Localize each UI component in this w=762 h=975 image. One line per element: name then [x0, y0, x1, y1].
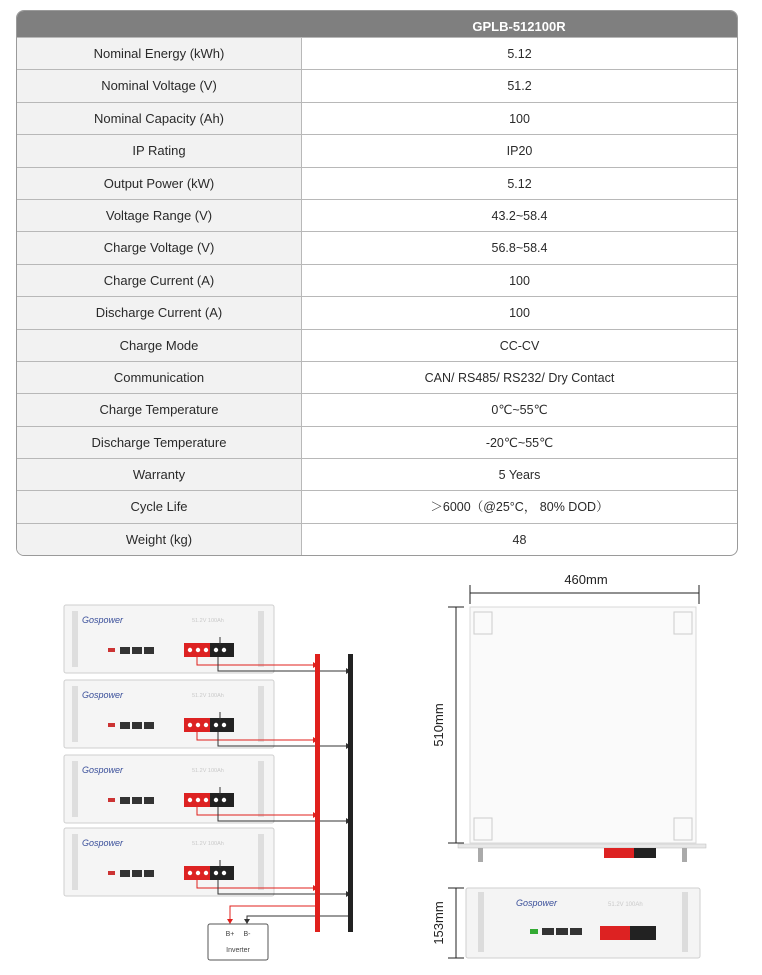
terminal-bolt [196, 648, 200, 652]
table-row [17, 361, 737, 393]
inverter-box [208, 924, 268, 960]
module-handle-right [258, 761, 264, 817]
module-handle-left [72, 834, 78, 890]
width-label: 460mm [564, 572, 608, 587]
terminal-bolt [214, 723, 218, 727]
positive-bus-bar [315, 654, 320, 932]
inverter-label: Inverter [226, 947, 250, 954]
module-label: 51.2V 100Ah [192, 768, 224, 774]
front-terminal-red [600, 926, 630, 940]
module-top-view [470, 607, 696, 843]
terminal-bolt [196, 723, 200, 727]
spec-value: CAN/ RS485/ RS232/ Dry Contact [424, 370, 615, 385]
table-row [17, 329, 737, 361]
battery-module [64, 755, 274, 823]
header-blank-cell [17, 11, 301, 37]
module-handle-left [72, 611, 78, 667]
terminal-bolt [188, 648, 192, 652]
spec-value: IP20 [506, 144, 533, 159]
spec-label: Charge Voltage (V) [17, 232, 302, 263]
spec-value: 5 Years [498, 468, 541, 483]
table-row [17, 199, 737, 231]
module-handle-left [72, 761, 78, 817]
port [120, 647, 130, 654]
table-row [17, 134, 737, 166]
spec-label: Nominal Voltage (V) [17, 70, 302, 101]
port [132, 722, 142, 729]
front-brand-logo: Gospower [516, 898, 558, 908]
terminal-bolt [214, 798, 218, 802]
spec-label: Warranty [17, 459, 302, 490]
inverter-negative-arrow [244, 919, 250, 924]
spec-label: Nominal Energy (kWh) [17, 38, 302, 69]
port [132, 647, 142, 654]
terminal-bolt [196, 871, 200, 875]
port [120, 870, 130, 877]
status-led [108, 723, 115, 727]
table-row [17, 69, 737, 101]
port [542, 928, 554, 935]
terminal-black [634, 848, 656, 858]
front-view [431, 888, 700, 958]
terminal-bolt [214, 648, 218, 652]
diagram-svg [0, 560, 762, 970]
negative-bus-bar [348, 654, 353, 932]
port [556, 928, 568, 935]
brand-logo: Gospower [82, 690, 124, 700]
inverter [208, 924, 268, 960]
spec-value: 48 [512, 532, 527, 547]
spec-table [16, 10, 738, 556]
spec-label: Voltage Range (V) [17, 200, 302, 231]
module-handle-right [258, 834, 264, 890]
terminal-bolt [204, 798, 208, 802]
port [144, 722, 154, 729]
port [570, 928, 582, 935]
front-handle-right [682, 892, 688, 952]
table-row [17, 167, 737, 199]
table-row [17, 37, 737, 69]
battery-module [64, 828, 274, 896]
front-terminal-black [630, 926, 656, 940]
inverter-neg-label: B- [243, 931, 251, 938]
spec-label: Charge Current (A) [17, 265, 302, 296]
terminal-bolt [196, 798, 200, 802]
terminal-bolt [188, 798, 192, 802]
module-handle-right [258, 611, 264, 667]
spec-label: Weight (kg) [17, 524, 302, 555]
front-module-label: 51.2V 100Ah [608, 902, 643, 908]
inverter-pos-label: B+ [225, 931, 235, 938]
brand-logo: Gospower [82, 838, 124, 848]
spec-label: Output Power (kW) [17, 168, 302, 199]
spec-label: Discharge Temperature [17, 427, 302, 458]
spec-label: Discharge Current (A) [17, 297, 302, 328]
top-view [431, 572, 706, 862]
spec-value: 51.2 [507, 79, 532, 94]
connection-diagram [0, 560, 762, 970]
status-led [530, 929, 538, 934]
spec-value: 43.2~58.4 [491, 208, 548, 223]
spec-value: CC-CV [499, 338, 540, 353]
front-panel-edge [458, 844, 706, 848]
status-led [108, 871, 115, 875]
inverter-positive-wire [230, 906, 317, 924]
spec-value: 100 [509, 111, 530, 126]
spec-label: IP Rating [17, 135, 302, 166]
spec-value: ＞6000（@25°C， 80% DOD） [430, 500, 609, 515]
port [144, 797, 154, 804]
terminal-bolt [188, 723, 192, 727]
handle [682, 848, 687, 862]
terminal-bolt [222, 723, 226, 727]
module-handle-right [258, 686, 264, 742]
terminal-bolt [188, 871, 192, 875]
spec-rows [17, 37, 737, 555]
table-row [17, 490, 737, 522]
table-row [17, 296, 737, 328]
table-row [17, 264, 737, 296]
spec-label: Charge Temperature [17, 394, 302, 425]
model-name: GPLB-512100R [472, 19, 566, 34]
terminal-bolt [222, 871, 226, 875]
terminal-bolt [222, 648, 226, 652]
terminal-bolt [204, 723, 208, 727]
front-handle-left [478, 892, 484, 952]
status-led [108, 648, 115, 652]
table-header [17, 11, 737, 37]
brand-logo: Gospower [82, 765, 124, 775]
spec-label: Communication [17, 362, 302, 393]
terminal-red [604, 848, 634, 858]
spec-label: Charge Mode [17, 330, 302, 361]
spec-value: 0℃~55℃ [491, 403, 548, 418]
port [132, 870, 142, 877]
battery-module [64, 605, 274, 673]
port [144, 870, 154, 877]
table-row [17, 523, 737, 555]
terminal-bolt [204, 648, 208, 652]
table-row [17, 102, 737, 134]
height-label: 153mm [431, 901, 446, 945]
handle [478, 848, 483, 862]
spec-value: 100 [509, 273, 530, 288]
module-handle-left [72, 686, 78, 742]
module-label: 51.2V 100Ah [192, 618, 224, 624]
inverter-positive-arrow [227, 919, 233, 924]
spec-value: -20℃~55℃ [485, 435, 554, 450]
port [120, 797, 130, 804]
brand-logo: Gospower [82, 615, 124, 625]
table-row [17, 458, 737, 490]
table-row [17, 426, 737, 458]
table-row [17, 393, 737, 425]
spec-value: 5.12 [507, 47, 532, 61]
inverter-negative-wire [247, 916, 350, 924]
battery-module [64, 680, 274, 748]
spec-value: 100 [509, 306, 530, 321]
battery-stack [64, 605, 274, 896]
terminal-bolt [222, 798, 226, 802]
spec-value: 5.12 [507, 176, 532, 191]
spec-label: Nominal Capacity (Ah) [17, 103, 302, 134]
port [120, 722, 130, 729]
spec-label: Cycle Life [17, 491, 302, 522]
module-label: 51.2V 100Ah [192, 693, 224, 699]
module-front-view [466, 888, 700, 958]
status-led [108, 798, 115, 802]
module-label: 51.2V 100Ah [192, 841, 224, 847]
port [144, 647, 154, 654]
table-row [17, 231, 737, 263]
depth-label: 510mm [431, 703, 446, 747]
port [132, 797, 142, 804]
terminal-bolt [204, 871, 208, 875]
terminal-bolt [214, 871, 218, 875]
spec-value: 56.8~58.4 [491, 241, 548, 256]
